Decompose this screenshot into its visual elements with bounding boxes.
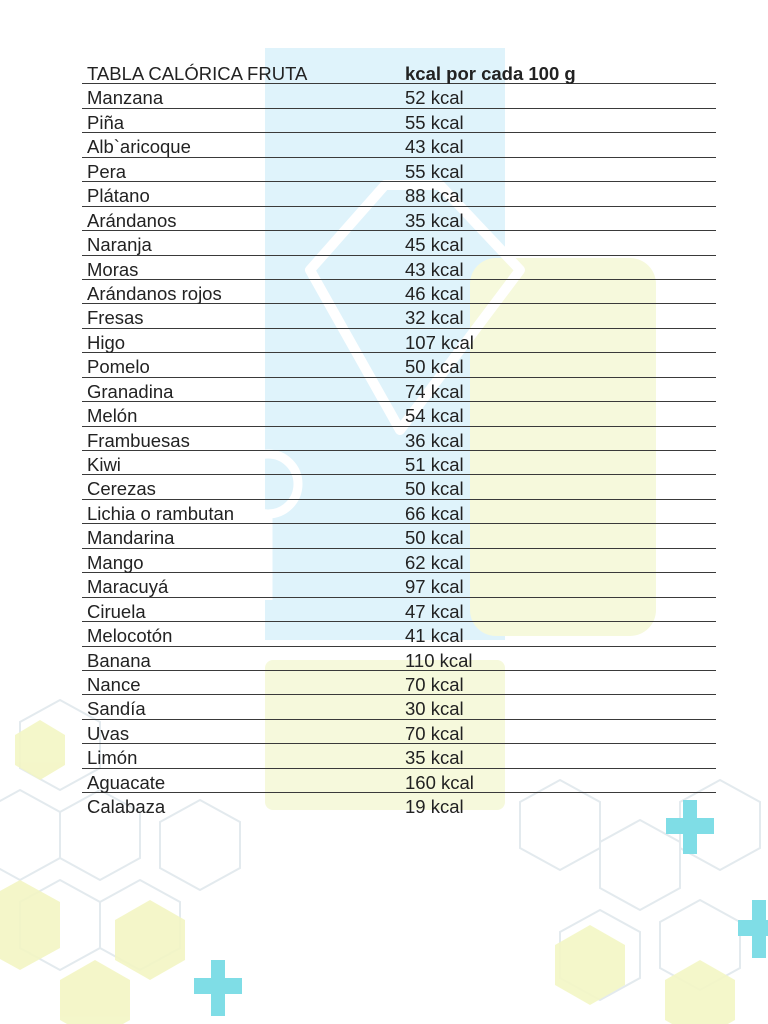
- kcal-value: 70 kcal: [405, 722, 464, 744]
- table-row: [82, 158, 716, 182]
- fruit-name: Plátano: [87, 185, 150, 207]
- table-header: [82, 60, 716, 84]
- kcal-value: 66 kcal: [405, 502, 464, 524]
- table-row: [82, 109, 716, 133]
- fruit-name: Melón: [87, 405, 138, 427]
- kcal-value: 50 kcal: [405, 478, 464, 500]
- kcal-value: 54 kcal: [405, 405, 464, 427]
- kcal-value: 52 kcal: [405, 87, 464, 109]
- kcal-value: 160 kcal: [405, 771, 474, 793]
- table-row: [82, 671, 716, 695]
- fruit-name: Frambuesas: [87, 429, 190, 451]
- table-row: [82, 84, 716, 108]
- kcal-value: 47 kcal: [405, 600, 464, 622]
- table-row: [82, 451, 716, 475]
- kcal-value: 19 kcal: [405, 796, 464, 818]
- fruit-name: Naranja: [87, 234, 152, 256]
- table-row: [82, 280, 716, 304]
- kcal-value: 88 kcal: [405, 185, 464, 207]
- kcal-value: 35 kcal: [405, 209, 464, 231]
- table-row: [82, 207, 716, 231]
- table-row: [82, 744, 716, 768]
- table-row: [82, 793, 716, 817]
- fruit-name: Calabaza: [87, 796, 166, 818]
- table-row: [82, 231, 716, 255]
- kcal-value: 50 kcal: [405, 356, 464, 378]
- fruit-name: Banana: [87, 649, 151, 671]
- fruit-name: Pomelo: [87, 356, 150, 378]
- table-row: [82, 622, 716, 646]
- kcal-value: 43 kcal: [405, 258, 464, 280]
- table-row: [82, 256, 716, 280]
- kcal-value: 70 kcal: [405, 673, 464, 695]
- table-row: [82, 500, 716, 524]
- table-row: [82, 304, 716, 328]
- plus-icon-bottom-left: [194, 960, 242, 1016]
- kcal-value: 36 kcal: [405, 429, 464, 451]
- fruit-name: Fresas: [87, 307, 144, 329]
- fruit-name: Manzana: [87, 87, 164, 109]
- kcal-value: 110 kcal: [405, 649, 473, 671]
- kcal-value: 50 kcal: [405, 527, 464, 549]
- kcal-value: 41 kcal: [405, 625, 464, 647]
- table-row: [82, 647, 716, 671]
- fruit-name: Limón: [87, 747, 138, 769]
- fruit-name: Granadina: [87, 380, 174, 402]
- table-row: [82, 378, 716, 402]
- fruit-name: Pera: [87, 160, 127, 182]
- fruit-name: Nance: [87, 673, 141, 695]
- kcal-value: 51 kcal: [405, 454, 464, 475]
- fruit-name: Mango: [87, 551, 144, 573]
- table-row: [82, 524, 716, 548]
- fruit-name: Piña: [87, 111, 125, 133]
- fruit-name: Sandía: [87, 698, 146, 720]
- table-row: [82, 427, 716, 451]
- table-row: [82, 475, 716, 499]
- kcal-value: 46 kcal: [405, 282, 464, 304]
- kcal-value: 30 kcal: [405, 698, 464, 720]
- fruit-name: Arándanos rojos: [87, 282, 222, 304]
- kcal-value: 107 kcal: [405, 331, 474, 353]
- table-row: [82, 720, 716, 744]
- fruit-name: Kiwi: [87, 454, 121, 475]
- table-row: [82, 695, 716, 719]
- kcal-value: 32 kcal: [405, 307, 464, 329]
- table-row: [82, 402, 716, 426]
- kcal-value: 74 kcal: [405, 380, 464, 402]
- kcal-value: 35 kcal: [405, 747, 464, 769]
- fruit-name: Lichia o rambutan: [87, 502, 235, 524]
- table-row: [82, 133, 716, 157]
- fruit-name: Melocotón: [87, 625, 173, 647]
- fruit-name: Mandarina: [87, 527, 175, 549]
- kcal-value: 97 kcal: [405, 576, 464, 598]
- fruit-name: Cerezas: [87, 478, 156, 500]
- header-kcal: kcal por cada 100 g: [405, 63, 576, 84]
- kcal-value: 55 kcal: [405, 160, 464, 182]
- table-row: [82, 329, 716, 353]
- fruit-name: Alb`aricoque: [87, 136, 191, 158]
- header-fruit: TABLA CALÓRICA FRUTA: [87, 63, 308, 84]
- kcal-value: 43 kcal: [405, 136, 464, 158]
- calorie-table: [82, 60, 716, 818]
- fruit-name: Moras: [87, 258, 139, 280]
- fruit-name: Uvas: [87, 722, 130, 744]
- table-row: [82, 549, 716, 573]
- kcal-value: 62 kcal: [405, 551, 464, 573]
- table-row: [82, 598, 716, 622]
- table-row: [82, 353, 716, 377]
- kcal-value: 55 kcal: [405, 111, 464, 133]
- table-row: [82, 573, 716, 597]
- fruit-name: Aguacate: [87, 771, 166, 793]
- fruit-name: Maracuyá: [87, 576, 169, 598]
- fruit-name: Arándanos: [87, 209, 177, 231]
- fruit-name: Higo: [87, 331, 126, 353]
- fruit-name: Ciruela: [87, 600, 146, 622]
- kcal-value: 45 kcal: [405, 234, 464, 256]
- table-row: [82, 182, 716, 206]
- table-row: [82, 769, 716, 793]
- plus-icon-edge-right: [738, 900, 768, 958]
